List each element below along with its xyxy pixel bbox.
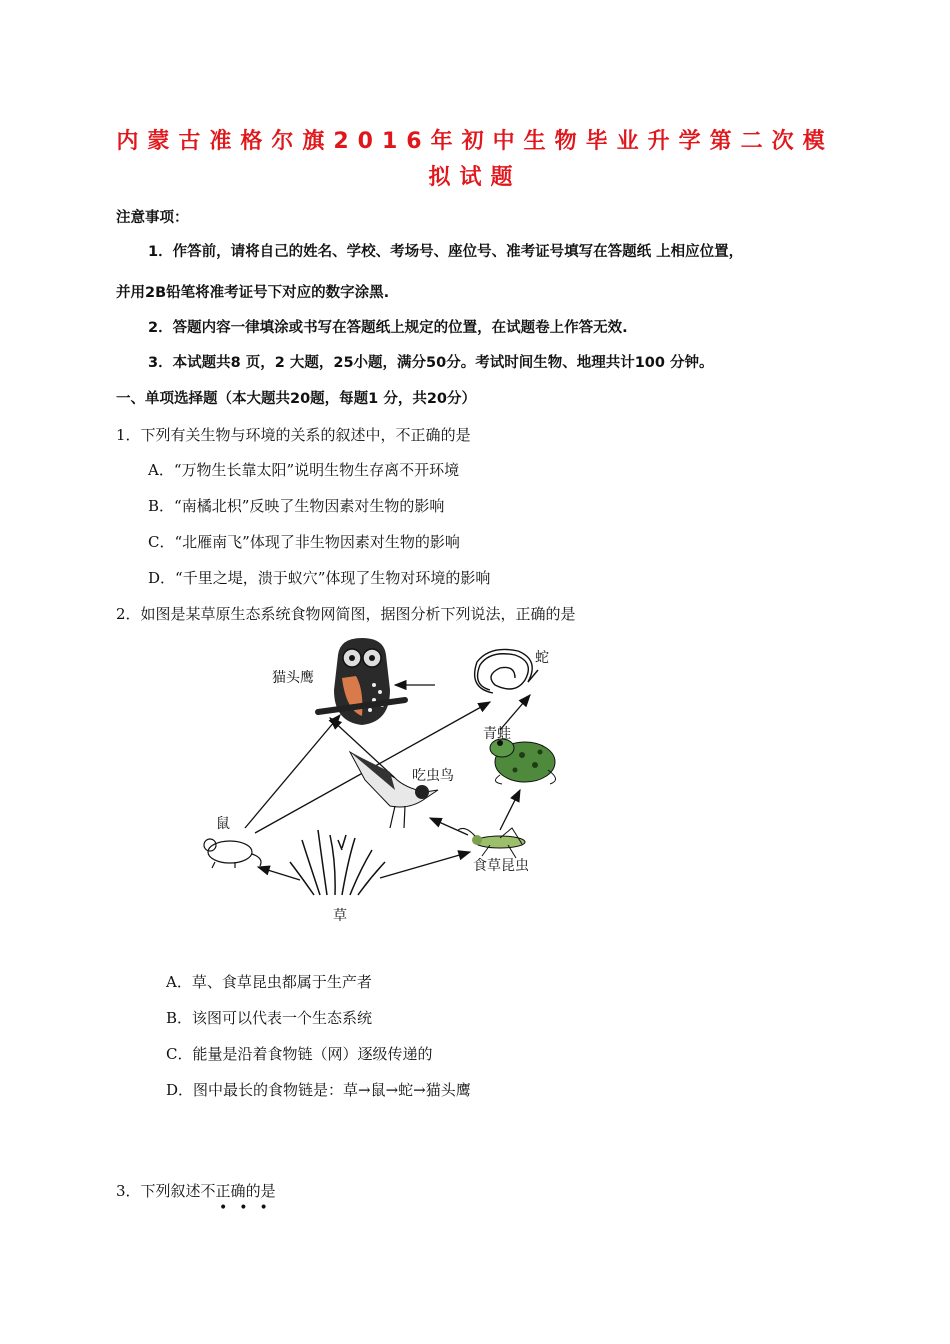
arrow-mouse-to-owl	[245, 715, 340, 828]
question-1-stem	[116, 424, 471, 445]
question-2-option-a: A．草、食草昆虫都属于生产者	[166, 973, 372, 991]
bird-picture	[350, 752, 438, 828]
label-grass: 草	[333, 908, 347, 924]
question-2-option-b: B．该图可以代表一个生态系统	[166, 1009, 373, 1027]
exam-title-line1: 内蒙古准格尔旗2016年初中生物毕业升学第二次模	[116, 129, 834, 154]
grass-picture	[290, 830, 385, 895]
arrow-frog-to-snake	[500, 695, 530, 730]
owl-picture	[318, 638, 405, 725]
question-1-option-c: C．“北雁南飞”体现了非生物因素对生物的影响	[148, 533, 460, 551]
arrow-grass-to-mouse	[258, 867, 300, 880]
question-3-stem-emphasis: 不正确	[200, 1182, 246, 1200]
question-2-option-c: C．能量是沿着食物链（网）逐级传递的	[166, 1045, 433, 1063]
question-3-stem	[116, 1180, 276, 1201]
mouse-picture	[204, 839, 261, 868]
notes-heading: 注意事项：	[116, 210, 189, 226]
emphasis-dots: •••	[219, 1200, 280, 1216]
note-item-1b: 并用2B铅笔将准考证号下对应的数字涂黑.	[116, 285, 390, 301]
note-item-2: 2．答题内容一律填涂或书写在答题纸上规定的位置，在试题卷上作答无效.	[148, 320, 628, 336]
arrow-insect-to-frog	[500, 790, 520, 830]
question-1-stem-pre: 1．下列有关生物与环境的关系的叙述中，	[116, 426, 396, 444]
question-1-option-b: B．“南橘北枳”反映了生物因素对生物的影响	[148, 497, 445, 515]
note-item-1a: 1．作答前，请将自己的姓名、学校、考场号、座位号、准考证号填写在答题纸 上相应位置，	[148, 244, 744, 260]
label-mouse: 鼠	[216, 816, 230, 832]
question-3-stem-pre: 3．下列叙述	[116, 1182, 201, 1200]
question-2-stem: 2．如图是某草原生态系统食物网简图，据图分析下列说法，正确的是	[116, 605, 576, 623]
label-bird: 吃虫鸟	[412, 768, 454, 784]
label-frog: 青蛙	[483, 726, 511, 742]
insect-picture	[458, 828, 525, 858]
arrow-grass-to-insect	[380, 852, 470, 878]
question-3-stem-post: 的是	[245, 1182, 276, 1200]
question-1-option-d: D．“千里之堤，溃于蚁穴”体现了生物对环境的影响	[148, 569, 491, 587]
question-1-stem-emphasis: 不正确	[395, 426, 441, 444]
question-1-stem-post: 的是	[440, 426, 471, 444]
exam-title-line2: 拟试题	[428, 165, 522, 190]
section-heading: 一、单项选择题（本大题共20题，每题1 分，共20分）	[116, 391, 476, 407]
arrow-insect-to-bird	[430, 818, 468, 835]
question-1-option-a: A．“万物生长靠太阳”说明生物生存离不开环境	[148, 461, 460, 479]
snake-picture	[475, 649, 538, 693]
label-owl: 猫头鹰	[272, 670, 314, 686]
frog-picture	[490, 739, 556, 784]
label-snake: 蛇	[535, 650, 549, 666]
note-item-3: 3．本试题共8 页，2 大题，25小题，满分50分。考试时间生物、地理共计100 分钟。	[148, 355, 714, 371]
question-2-option-d: D．图中最长的食物链是：草→鼠→蛇→猫头鹰	[166, 1081, 471, 1099]
label-insect: 食草昆虫	[473, 858, 529, 874]
food-web-figure	[190, 630, 580, 930]
